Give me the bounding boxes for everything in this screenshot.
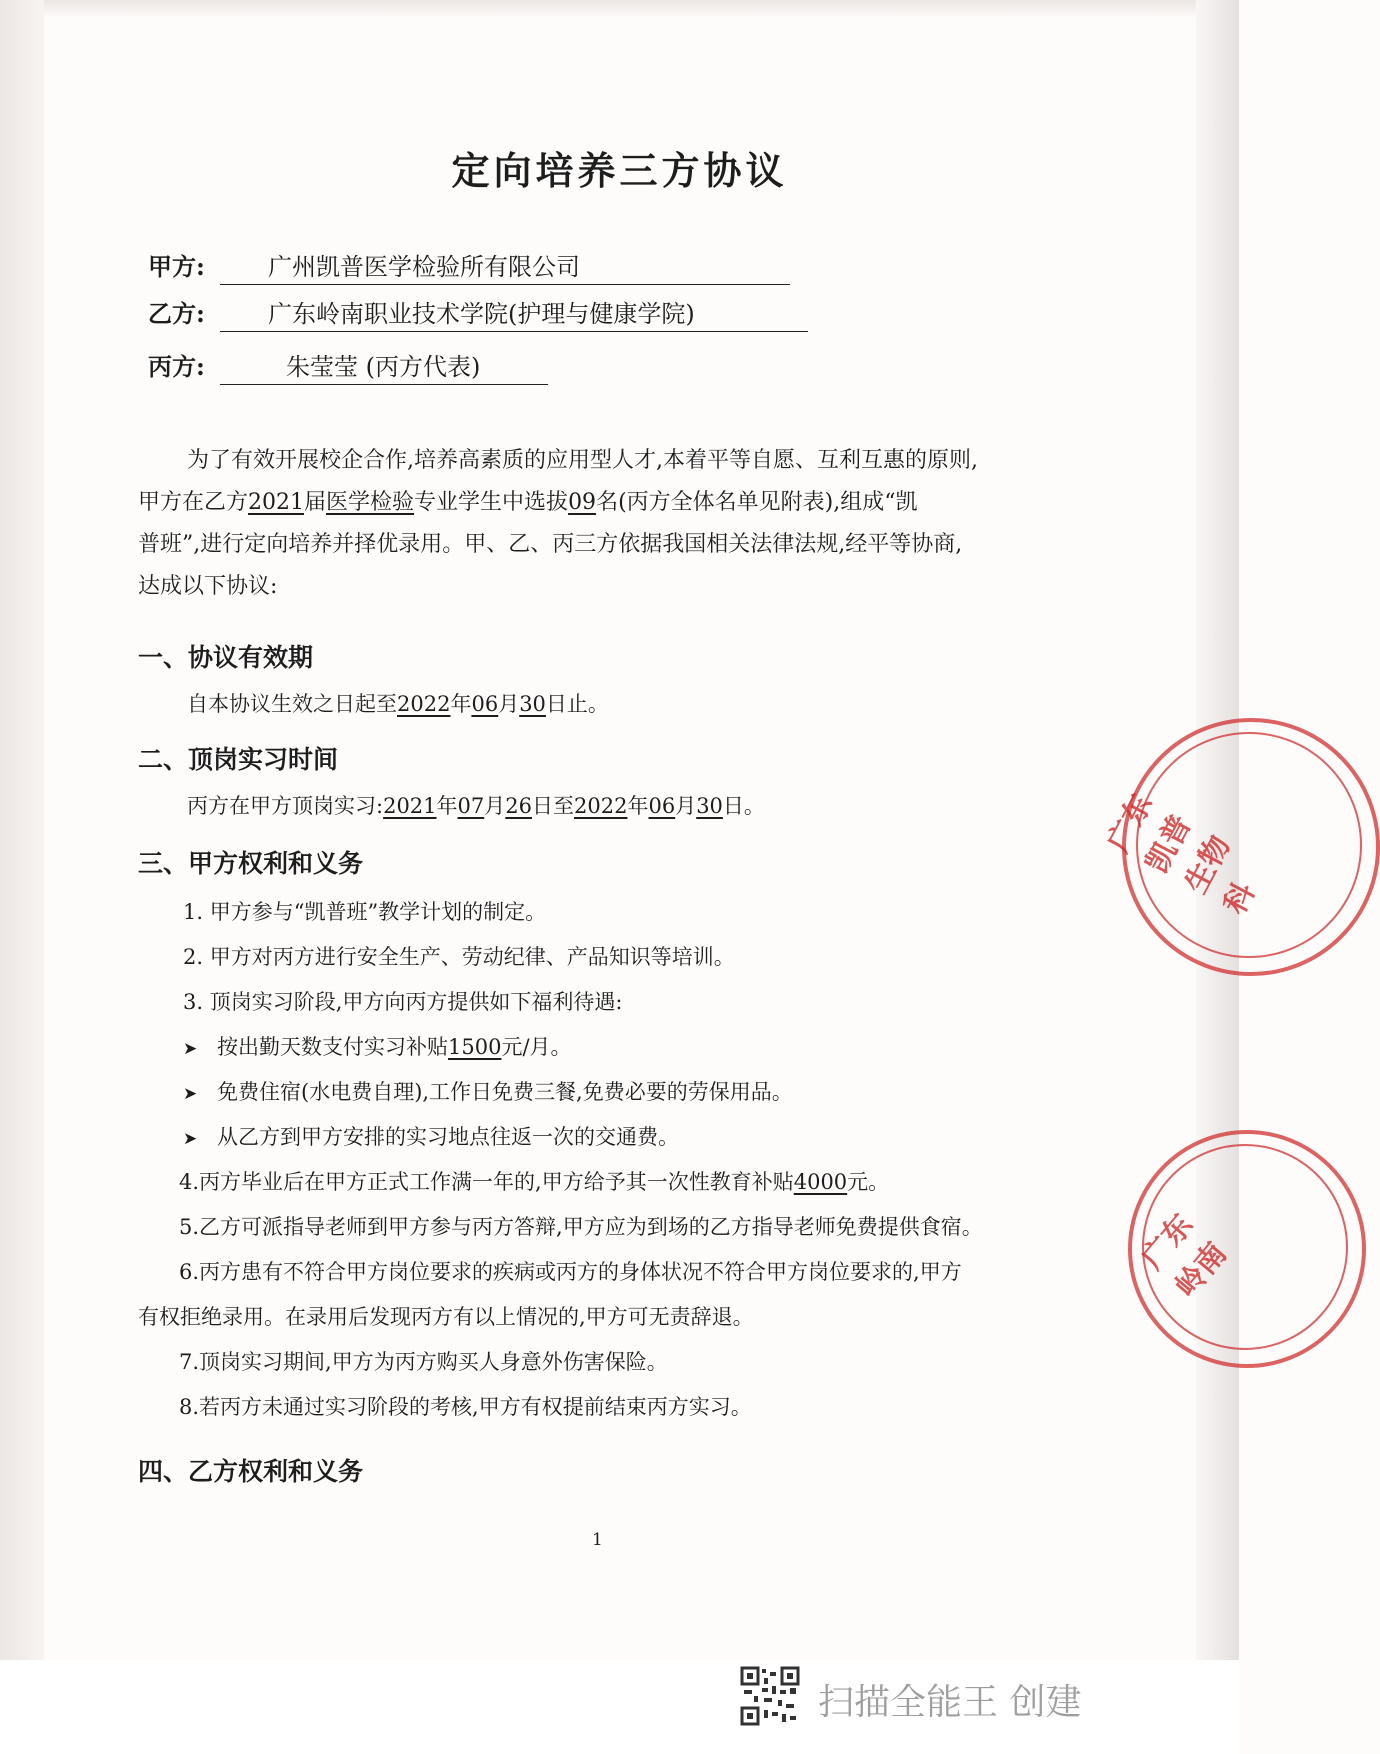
stamp-text-upper: 广东凯普生物科 (1100, 788, 1263, 920)
benefit-text: 按出勤天数支付实习补贴 (217, 1035, 448, 1059)
benefit-text: 免费住宿(水电费自理),工作日免费三餐,免费必要的劳保用品。 (217, 1080, 793, 1104)
section-1-heading: 一、协议有效期 (138, 643, 314, 672)
arrow-bullet-icon: ➤ (183, 1129, 198, 1149)
intro-line-3: 普班”,进行定向培养并择优录用。甲、乙、丙三方依据我国相关法律法规,经平等协商, (138, 532, 963, 557)
intro-text: 甲方在乙方 (138, 490, 249, 515)
section-4-heading: 四、乙方权利和义务 (138, 1457, 364, 1486)
internship-text: 月 (675, 794, 697, 818)
education-subsidy-amount: 4000 (793, 1170, 848, 1194)
clause-3-7: 7.顶岗实习期间,甲方为丙方购买人身意外伤害保险。 (179, 1350, 668, 1374)
stamp-text-lower: 广东岭南 (1134, 1207, 1235, 1305)
intro-paragraph (138, 440, 1078, 608)
intro-text: 届 (304, 490, 327, 515)
clause-3-6-line-1: 6.丙方患有不符合甲方岗位要求的疾病或丙方的身体状况不符合甲方岗位要求的,甲方 (179, 1260, 962, 1284)
arrow-bullet-icon: ➤ (183, 1084, 198, 1104)
company-stamp-upper (1100, 700, 1263, 980)
benefit-housing (183, 1076, 793, 1106)
qr-code-icon (740, 1666, 800, 1726)
intro-line-1: 为了有效开展校企合作,培养高素质的应用型人才,本着平等自愿、互利互惠的原则, (187, 448, 978, 473)
page-left-edge (0, 0, 44, 1660)
validity-text: 日止。 (545, 692, 609, 716)
section-3-heading: 三、甲方权利和义务 (138, 849, 364, 878)
finish-month: 06 (648, 794, 676, 818)
party-b-value: 广东岭南职业技术学院(护理与健康学院) (220, 297, 808, 332)
intro-text: 专业学生中选拔 (414, 490, 569, 515)
start-day: 26 (505, 794, 532, 818)
party-a-label: 甲方: (148, 252, 205, 281)
clause-3-6-line-2: 有权拒绝录用。在录用后发现丙方有以上情况的,甲方可无责辞退。 (138, 1305, 754, 1329)
internship-text: 年 (436, 794, 458, 818)
benefit-transport (183, 1121, 679, 1151)
party-c-label: 丙方: (148, 352, 205, 381)
watermark-text: 扫描全能王 创建 (818, 1682, 1082, 1723)
end-month: 06 (471, 692, 499, 716)
party-b (148, 297, 808, 331)
validity-text: 年 (450, 692, 472, 716)
internship-text: 丙方在甲方顶岗实习: (187, 794, 384, 818)
validity-text: 自本协议生效之日起至 (187, 692, 397, 716)
party-b-label: 乙方: (148, 299, 205, 328)
clause-3-3: 3. 顶岗实习阶段,甲方向丙方提供如下福利待遇: (183, 990, 623, 1014)
clause-3-4 (179, 1166, 889, 1196)
party-c (148, 350, 548, 384)
intro-text: 名(丙方全体名单见附表),组成“凯 (596, 490, 918, 515)
internship-text: 日。 (722, 794, 765, 818)
section-2-heading: 二、顶岗实习时间 (138, 745, 339, 774)
party-a (148, 250, 790, 284)
clause-3-8: 8.若丙方未通过实习阶段的考核,甲方有权提前结束丙方实习。 (179, 1395, 752, 1419)
clause-text: 元。 (847, 1170, 890, 1194)
document-title: 定向培养三方协议 (451, 148, 788, 193)
start-month: 07 (457, 794, 485, 818)
internship-period-line (187, 790, 765, 820)
subsidy-amount: 1500 (448, 1035, 502, 1059)
enrollment-year: 2021 (248, 490, 305, 515)
internship-text: 日至 (532, 794, 574, 818)
benefit-subsidy (183, 1031, 572, 1061)
college-stamp-lower (1120, 1120, 1235, 1350)
page-top-edge (0, 0, 1239, 18)
end-day: 30 (519, 692, 546, 716)
clause-3-5: 5.乙方可派指导老师到甲方参与丙方答辩,甲方应为到场的乙方指导老师免费提供食宿。 (179, 1215, 983, 1239)
page-number: 1 (592, 1530, 603, 1550)
party-c-value: 朱莹莹 (丙方代表) (220, 350, 548, 385)
student-count: 09 (568, 490, 597, 515)
benefit-text: 从乙方到甲方安排的实习地点往返一次的交通费。 (217, 1125, 679, 1149)
internship-text: 年 (627, 794, 649, 818)
end-year: 2022 (397, 692, 451, 716)
arrow-bullet-icon: ➤ (183, 1039, 198, 1059)
validity-period-line (187, 688, 609, 718)
benefit-text: 元/月。 (501, 1035, 572, 1059)
start-year: 2021 (383, 794, 437, 818)
intro-line-4: 达成以下协议: (138, 574, 278, 599)
party-a-value: 广州凯普医学检验所有限公司 (220, 250, 790, 285)
finish-year: 2022 (574, 794, 628, 818)
major-name: 医学检验 (326, 490, 415, 515)
clause-text: 4.丙方毕业后在甲方正式工作满一年的,甲方给予其一次性教育补贴 (179, 1170, 794, 1194)
intro-line-2 (138, 482, 1078, 524)
clause-3-2: 2. 甲方对丙方进行安全生产、劳动纪律、产品知识等培训。 (183, 945, 735, 969)
clause-3-1: 1. 甲方参与“凯普班”教学计划的制定。 (183, 900, 547, 924)
internship-text: 月 (484, 794, 506, 818)
finish-day: 30 (696, 794, 723, 818)
validity-text: 月 (498, 692, 520, 716)
